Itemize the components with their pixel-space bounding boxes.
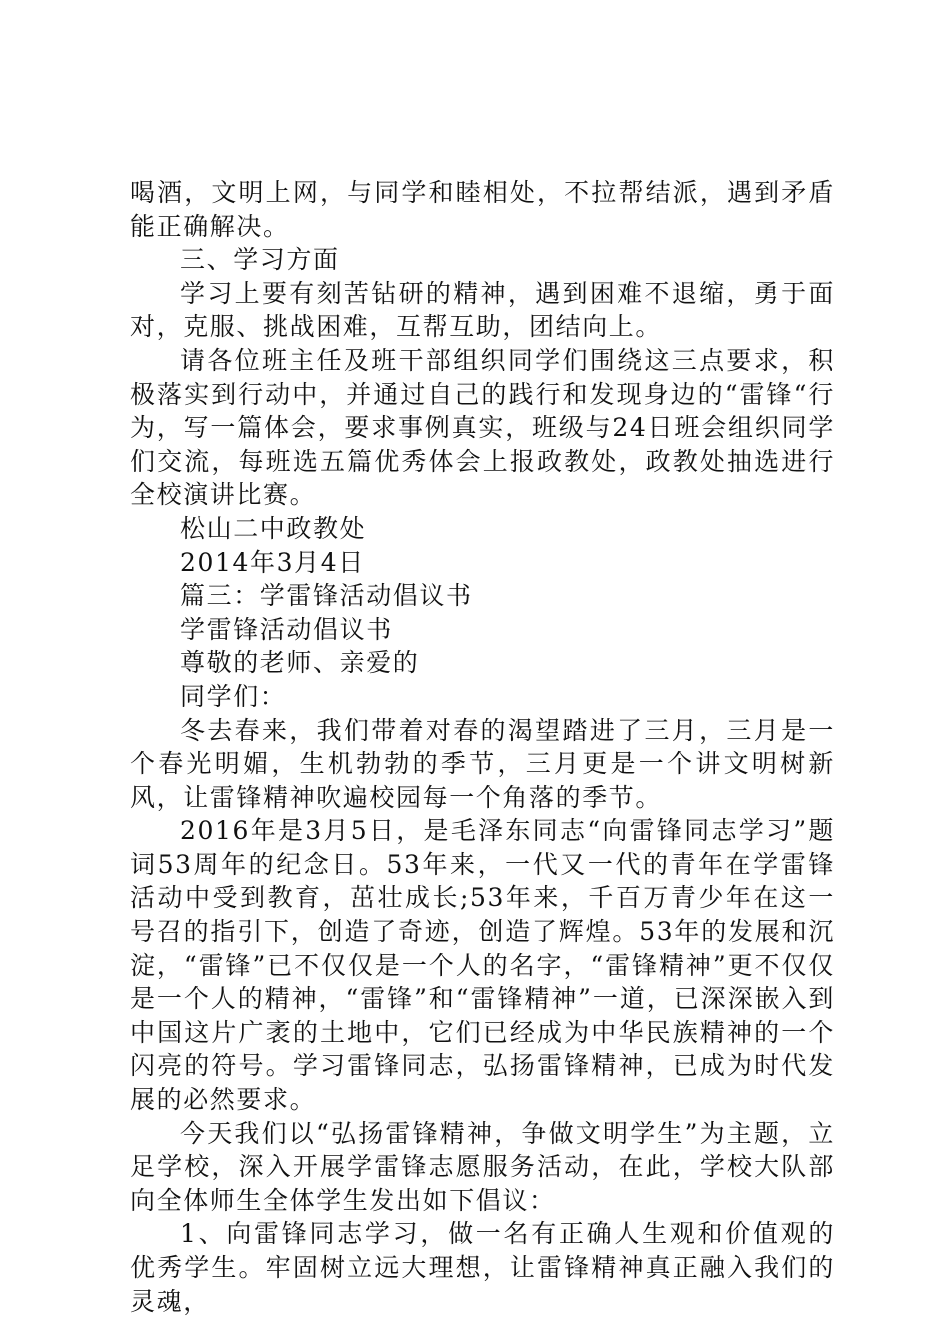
article-title: 学雷锋活动倡议书 (180, 614, 393, 644)
paragraph-spring: 冬去春来，我们带着对春的渴望踏进了三月，三月是一个春光明媚，生机勃勃的季节，三月更是一个讲文明树新风，让雷锋精神吹遍校园每一个角落的季节。 (130, 715, 835, 812)
paragraph-continuation: 喝酒，文明上网，与同学和睦相处，不拉帮结派，遇到矛盾能正确解决。 (130, 178, 835, 241)
salutation-line-1: 尊敬的老师、亲爱的 (180, 648, 420, 678)
salutation-line-2: 同学们： (180, 681, 287, 711)
paragraph-theme: 今天我们以“弘扬雷锋精神，争做文明学生”为主题，立足学校，深入开展学雷锋志愿服务活动，在此，学校大队部向全体师生全体学生发出如下倡议： (130, 1118, 835, 1215)
signature-office: 松山二中政教处 (180, 513, 367, 543)
document-body (130, 176, 835, 1318)
paragraph-anniversary: 2016年是3月5日，是毛泽东同志“向雷锋同志学习”题词53周年的纪念日。53年来，一代又一代的青年在学雷锋活动中受到教育，茁壮成长;53年来，千百万青少年在这一号召的指引下，创造了奇迹，创造了辉煌。53年的发展和沉淀，“雷锋”已不仅仅是一个人的名字，“雷锋精神”更不仅仅是一个人的精神，“雷锋”和“雷锋精神”一道，已深深嵌入到中国这片广袤的土地中，它们已经成为中华民族精神的一个闪亮的符号。学习雷锋同志，弘扬雷锋精神，已成为时代发展的必然要求。 (130, 816, 835, 1115)
article-heading: 篇三：学雷锋活动倡议书 (180, 581, 473, 611)
paragraph-proposal-1: 1、向雷锋同志学习，做一名有正确人生观和价值观的优秀学生。牢固树立远大理想，让雷锋精神真正融入我们的灵魂， (130, 1219, 835, 1316)
signature-date: 2014年3月4日 (180, 547, 365, 577)
paragraph-study: 学习上要有刻苦钻研的精神，遇到困难不退缩，勇于面对，克服、挑战困难，互帮互助，团结向上。 (130, 278, 835, 342)
paragraph-request: 请各位班主任及班干部组织同学们围绕这三点要求，积极落实到行动中，并通过自己的践行和发现身边的“雷锋“行为，写一篇体会，要求事例真实，班级与24日班会组织同学们交流，每班选五篇优秀体会上报政教处，政教处抽选进行全校演讲比赛。 (130, 345, 835, 510)
section-heading-study: 三、学习方面 (180, 245, 340, 275)
